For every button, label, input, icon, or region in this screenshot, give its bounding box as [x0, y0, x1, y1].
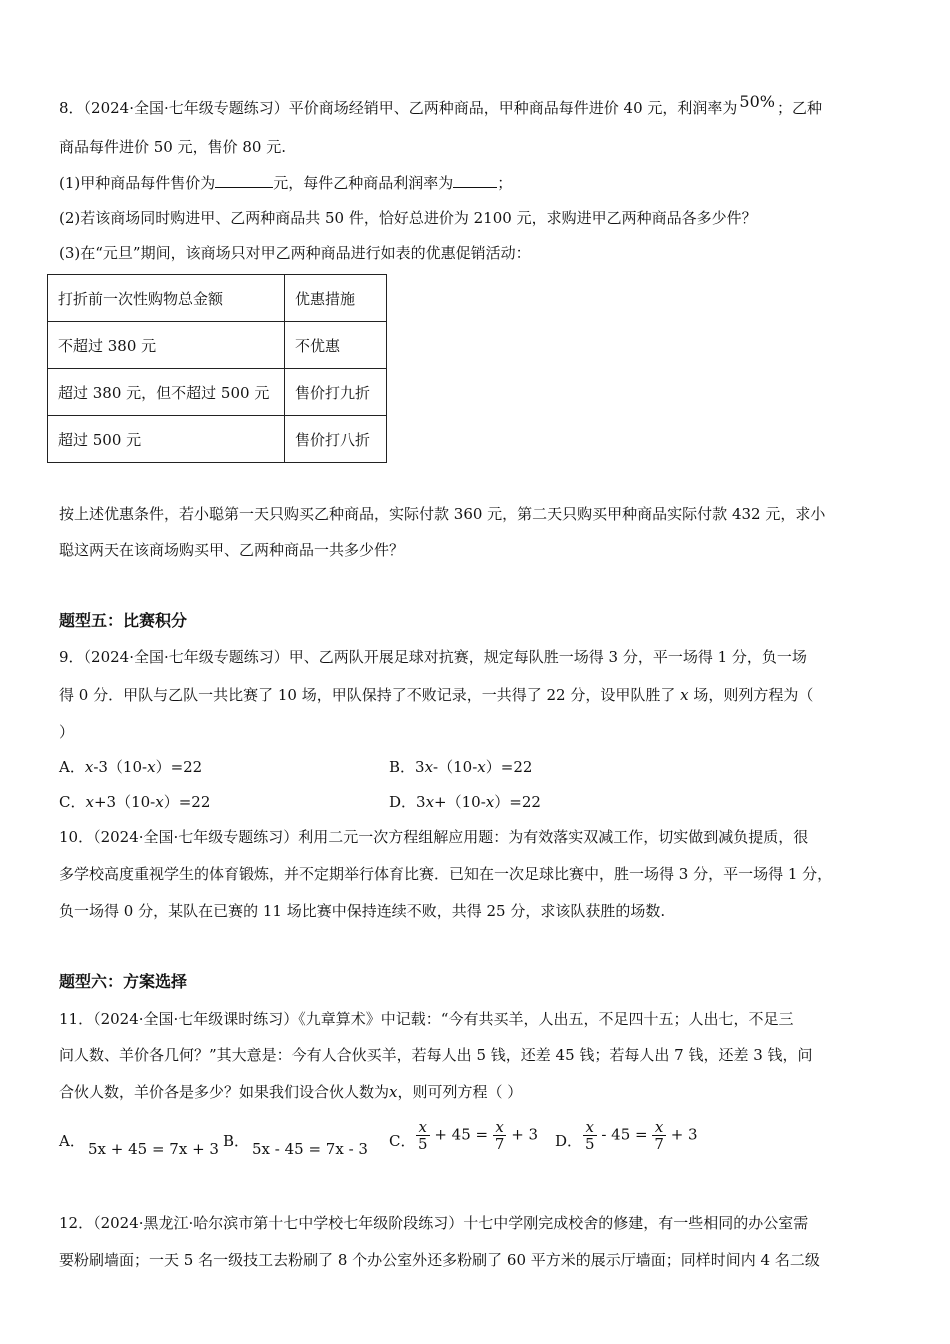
table-cell: 售价打九折 — [285, 369, 387, 416]
q8-blank-2[interactable] — [453, 173, 497, 188]
q8-after-table-line-1: 按上述优惠条件，若小聪第一天只购买乙种商品，实际付款 360 元，第二天只购买甲种商品实际付款 432 元，求小 — [59, 505, 826, 523]
fraction: $\frac{x}{7}$ — [654, 1118, 664, 1153]
table-cell: 不优惠 — [285, 322, 387, 369]
variable-x: x — [389, 1083, 398, 1101]
table-cell: 售价打八折 — [285, 416, 387, 463]
table-header-row — [48, 275, 387, 322]
q8-line-2: 商品每件进价 50 元，售价 80 元. — [59, 138, 287, 156]
q11-line-2: 问人数、羊价各几何？”其大意是：今有人合伙买羊，若每人出 5 钱，还差 45 钱；若每人出 7 钱，还差 3 钱，问 — [59, 1046, 813, 1064]
table-row — [48, 322, 387, 369]
q12-line-2: 要粉刷墙面；一天 5 名一级技工去粉刷了 8 个办公室外还多粉刷了 60 平方米的展示厅墙面；同样时间内 4 名二级 — [59, 1251, 820, 1269]
q11-option-c-equation: $\frac{x}{5}$ + 45 = $\frac{x}{7}$ + 3 — [418, 1118, 539, 1153]
table-cell: 优惠措施 — [285, 275, 387, 322]
table-cell: 超过 500 元 — [48, 416, 285, 463]
q8-profit-rate: 50% — [739, 92, 775, 111]
q9-option-b[interactable]: B．3x-（10-x）=22 — [389, 758, 533, 776]
q9-option-a[interactable]: A．x-3（10-x）=22 — [59, 758, 203, 776]
q11-option-a-label[interactable]: A． — [59, 1132, 85, 1150]
q11-option-b-equation: 5x - 45 = 7x - 3 — [252, 1140, 368, 1158]
q9-line-3: ） — [59, 723, 75, 741]
q9-option-c[interactable]: C．x+3（10-x）=22 — [59, 793, 211, 811]
q8-sub-question-2: (2)若该商场同时购进甲、乙两种商品共 50 件，恰好总进价为 2100 元，求购进甲乙两种商品各多少件？ — [59, 209, 757, 227]
q8-sub-question-3: (3)在“元旦”期间，该商场只对甲乙两种商品进行如表的优惠促销活动： — [59, 244, 531, 262]
q8-stem-text: 8．（2024·全国·七年级专题练习）平价商场经销甲、乙两种商品，甲种商品每件进价 40 元，利润率为 — [59, 99, 738, 117]
q10-line-2: 多学校高度重视学生的体育锻炼，并不定期举行体育比赛．已知在一次足球比赛中，胜一场得 3 分，平一场得 1 分， — [59, 865, 833, 883]
table-row — [48, 369, 387, 416]
q8-after-table-line-2: 聪这两天在该商场购买甲、乙两种商品一共多少件？ — [59, 541, 405, 559]
q11-option-a-equation: 5x + 45 = 7x + 3 — [88, 1140, 219, 1158]
table-cell: 打折前一次性购物总金额 — [48, 275, 285, 322]
q11-option-d-label[interactable]: D． — [555, 1132, 583, 1150]
section-heading-5: 题型五：比赛积分 — [59, 611, 188, 630]
q8-stem-text-end: ；乙种 — [776, 99, 822, 117]
q10-line-1: 10．（2024·全国·七年级专题练习）利用二元一次方程组解应用题：为有效落实双减工作，切实做到减负提质，很 — [59, 828, 809, 846]
variable-x: x — [680, 686, 689, 704]
q9-line-1: 9．（2024·全国·七年级专题练习）甲、乙两队开展足球对抗赛，规定每队胜一场得 3 分，平一场得 1 分，负一场 — [59, 648, 807, 666]
fraction: $\frac{x}{7}$ — [494, 1118, 505, 1153]
table-cell: 不超过 380 元 — [48, 322, 285, 369]
discount-table — [47, 274, 387, 463]
q8-line-1 — [59, 92, 822, 118]
q9-option-d[interactable]: D．3x+（10-x）=22 — [389, 793, 541, 811]
fraction: $\frac{x}{5}$ — [585, 1118, 595, 1153]
q11-line-3: 合伙人数，羊价各是多少？如果我们设合伙人数为x，则可列方程（ ） — [59, 1083, 523, 1101]
q8-sub-question-1: (1)甲种商品每件售价为 元，每件乙种商品利润率为 ； — [59, 174, 513, 192]
table-cell: 超过 380 元，但不超过 500 元 — [48, 369, 285, 416]
q11-option-c-label[interactable]: C． — [389, 1132, 416, 1150]
q11-option-b-label[interactable]: B． — [223, 1132, 250, 1150]
q11-option-d-equation: $\frac{x}{5}$ - 45 = $\frac{x}{7}$ + 3 — [585, 1118, 698, 1153]
q9-line-2: 得 0 分．甲队与乙队一共比赛了 10 场，甲队保持了不败记录，一共得了 22 分，设甲队胜了 x 场，则列方程为（ — [59, 686, 814, 704]
q8-blank-1[interactable] — [215, 173, 273, 188]
table-row — [48, 416, 387, 463]
fraction: $\frac{x}{5}$ — [418, 1118, 428, 1153]
q11-line-1: 11．（2024·全国·七年级课时练习）《九章算术》中记载：“今有共买羊，人出五，不足四十五；人出七，不足三 — [59, 1010, 794, 1028]
section-heading-6: 题型六：方案选择 — [59, 972, 188, 991]
q10-line-3: 负一场得 0 分，某队在已赛的 11 场比赛中保持连续不败，共得 25 分，求该队获胜的场数. — [59, 902, 666, 920]
q12-line-1: 12．（2024·黑龙江·哈尔滨市第十七中学校七年级阶段练习）十七中学刚完成校舍的修建，有一些相同的办公室需 — [59, 1214, 809, 1232]
